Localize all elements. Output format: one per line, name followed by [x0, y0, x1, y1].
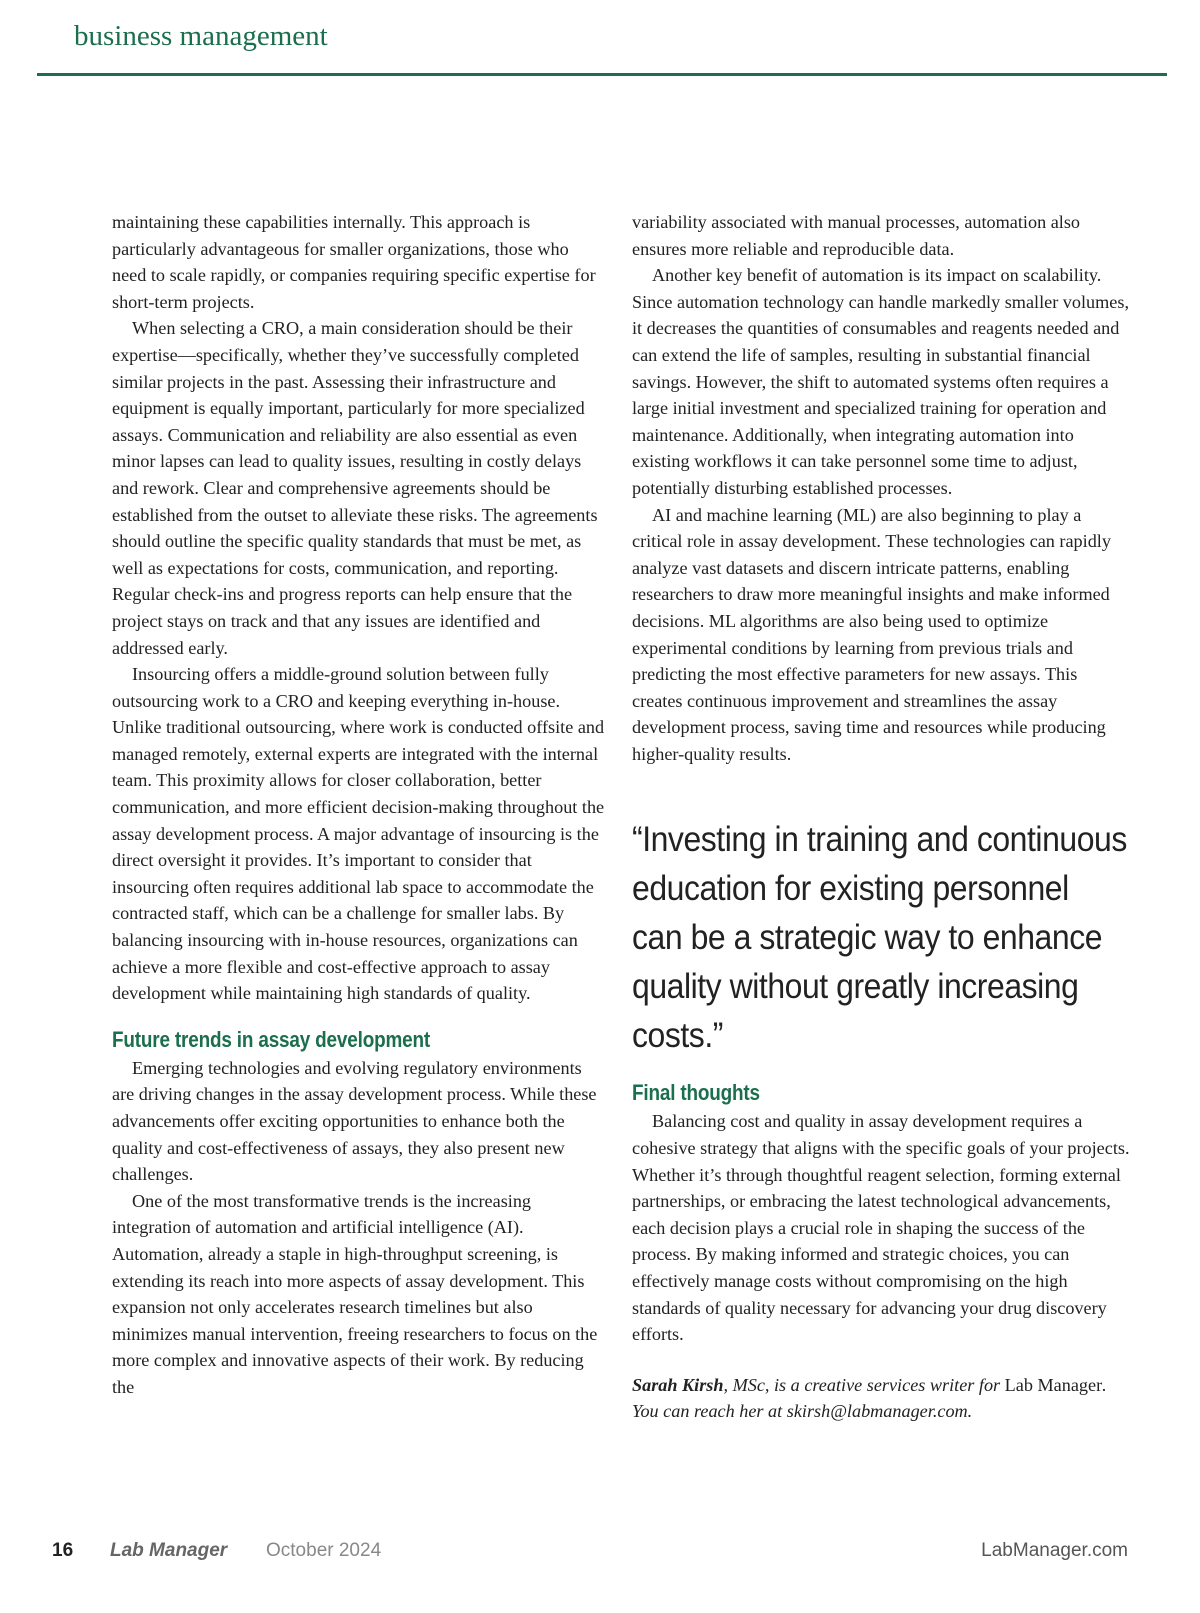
pull-quote: “Investing in training and continuous education for existing personnel can be a strategic way to enhance quality without greatly increasing costs.” — [632, 819, 1127, 1056]
author-contact: . You can reach her at skirsh@labmanager.com. — [632, 1374, 1107, 1422]
website: LabManager.com — [981, 1540, 1128, 1561]
section-heading: Final thoughts — [632, 1080, 760, 1106]
paragraph: AI and machine learning (ML) are also beginning to play a critical role in assay development. These technologies can rapidly analyze vast datasets and discern intricate patterns, enabling researchers to draw more meaningful insights and make informed decisions. ML algorithms are also being used to optimize experimental conditions by learning from previous trials and predicting the most effective parameters for new assays. This creates continuous improvement and streamlines the assay development process, saving time and resources while producing higher-quality results. — [632, 504, 1111, 764]
paragraph: When selecting a CRO, a main consideration should be their expertise—specifically, whether they’ve successfully completed similar projects in the past. Assessing their infrastructure and equipment is equally important, particularly for more specialized assays. Communication and reliability are also essential as even minor lapses can lead to quality issues, resulting in costly delays and rework. Clear and comprehensive agreements should be established from the outset to alleviate these risks. The agreements should outline the specific quality standards that must be met, as well as expectations for costs, communication, and reporting. Regular check-ins and progress reports can help ensure that the project stays on track and that any issues are identified and addressed early. — [112, 318, 598, 658]
section-label: business management — [74, 20, 328, 52]
paragraph: One of the most transformative trends is the increasing integration of automation and artificial intelligence (AI). Automation, already a staple in high-throughput screening, is extending its reach into more aspects of assay development. This expansion not only accelerates research timelines but also minimizes manual intervention, freeing researchers to focus on the more complex and innovative aspects of their work. By reducing the — [112, 1190, 598, 1397]
magazine-name: Lab Manager — [110, 1540, 228, 1561]
paragraph: maintaining these capabilities internally. This approach is particularly advantageous for smaller organizations, those who need to scale rapidly, or companies requiring specific expertise for short-term projects. — [112, 212, 596, 312]
paragraph: Insourcing offers a middle-ground solution between fully outsourcing work to a CRO and keeping everything in-house. Unlike traditional outsourcing, where work is conducted offsite and managed remotely, external experts are integrated with the internal team. This proximity allows for closer collaboration, better communication, and more efficient decision-making throughout the assay development process. A major advantage of insourcing is the direct oversight it provides. It’s important to consider that insourcing often requires additional lab space to accommodate the contracted staff, which can be a challenge for smaller labs. By balancing insourcing with in-house resources, organizations can achieve a more flexible and cost-effective approach to assay development while maintaining high standards of quality. — [112, 664, 605, 1004]
paragraph: Balancing cost and quality in assay development requires a cohesive strategy that aligns with the specific goals of your projects. Whether it’s through thoughtful reagent selection, forming external partnerships, or embracing the latest technological advancements, each decision plays a crucial role in shaping the success of the process. By making informed and strategic choices, you can effectively manage costs without compromising on the high standards of quality necessary for advancing your drug discovery efforts. — [632, 1111, 1130, 1345]
paragraph: variability associated with manual processes, automation also ensures more reliable and reproducible data. — [632, 212, 1081, 259]
author-byline — [632, 1372, 1132, 1425]
section-heading: Future trends in assay development — [112, 1026, 430, 1052]
header-rule — [37, 73, 1167, 76]
page-number: 16 — [52, 1540, 74, 1561]
publication-name: Lab Manager — [1004, 1374, 1103, 1395]
paragraph: Another key benefit of automation is its impact on scalability. Since automation technology can handle markedly smaller volumes, it decreases the quantities of consumables and reagents needed and can extend the life of samples, resulting in substantial financial savings. However, the shift to automated systems often requires a large initial investment and specialized training for operation and maintenance. Additionally, when integrating automation into existing workflows it can take personnel some time to adjust, potentially disturbing established processes. — [632, 265, 1129, 498]
issue-date: October 2024 — [266, 1540, 382, 1561]
author-name: Sarah Kirsh — [632, 1374, 724, 1395]
page-footer — [52, 1540, 1128, 1570]
right-column — [632, 209, 1132, 1425]
paragraph: Emerging technologies and evolving regulatory environments are driving changes in the assay development process. While these advancements offer exciting opportunities to enhance both the quality and cost-effectiveness of assays, they also present new challenges. — [112, 1057, 597, 1185]
left-column — [112, 209, 607, 1401]
author-credentials: , MSc, is a creative services writer for — [723, 1374, 1005, 1395]
